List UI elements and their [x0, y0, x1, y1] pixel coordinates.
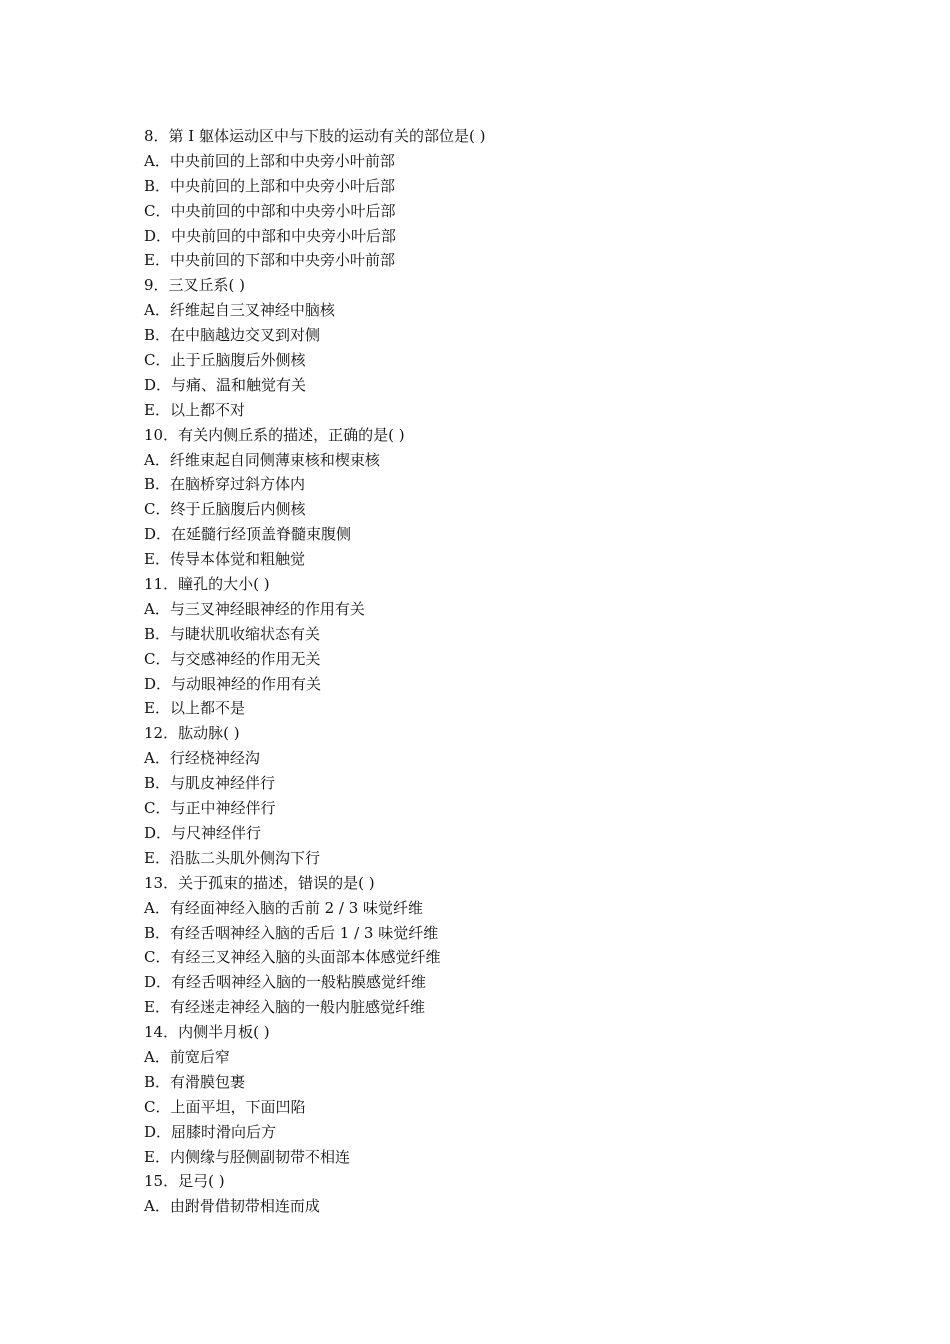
document-page [144, 124, 844, 1219]
option-e: E．以上都不是 [144, 699, 245, 718]
option-b: B．与睫状肌收缩状态有关 [144, 624, 321, 643]
question-9 [144, 273, 844, 422]
option-d: D．与动眼神经的作用有关 [144, 674, 322, 693]
question-stem: 15．足弓( ) [144, 1172, 225, 1191]
option-c: C．与交感神经的作用无关 [144, 649, 321, 668]
option-b: B．有滑膜包裹 [144, 1072, 246, 1091]
question-stem: 14．内侧半月板( ) [144, 1023, 270, 1042]
question-stem: 13．关于孤束的描述，错误的是( ) [144, 873, 375, 892]
option-a: A．前宽后窄 [144, 1047, 230, 1066]
option-d: D．有经舌咽神经入脑的一般粘膜感觉纤维 [144, 973, 427, 992]
question-11 [144, 572, 844, 721]
option-d: D．与痛、温和触觉有关 [144, 375, 307, 394]
option-a: A．纤维起自三叉神经中脑核 [144, 301, 335, 320]
option-a: A．中央前回的上部和中央旁小叶前部 [144, 151, 395, 170]
question-15 [144, 1169, 844, 1219]
question-stem: 10．有关内侧丘系的描述，正确的是( ) [144, 425, 405, 444]
option-d: D．与尺神经伴行 [144, 823, 262, 842]
option-e: E．有经迷走神经入脑的一般内脏感觉纤维 [144, 998, 425, 1017]
option-a: A．行经桡神经沟 [144, 749, 260, 768]
question-stem: 12．肱动脉( ) [144, 724, 240, 743]
option-b: B．与肌皮神经伴行 [144, 774, 276, 793]
option-b: B．在中脑越边交叉到对侧 [144, 326, 321, 345]
option-b: B．在脑桥穿过斜方体内 [144, 475, 306, 494]
option-d: D．中央前回的中部和中央旁小叶后部 [144, 226, 397, 245]
question-12 [144, 721, 844, 870]
option-d: D．在延髓行经顶盖脊髓束腹侧 [144, 525, 352, 544]
question-stem: 11．瞳孔的大小( ) [144, 575, 270, 594]
option-e: E．以上都不对 [144, 400, 245, 419]
option-a: A．纤维束起自同侧薄束核和楔束核 [144, 450, 380, 469]
option-c: C．与正中神经伴行 [144, 799, 276, 818]
question-8 [144, 124, 844, 273]
option-e: E．内侧缘与胫侧副韧带不相连 [144, 1147, 350, 1166]
question-10 [144, 423, 844, 572]
question-14 [144, 1020, 844, 1169]
option-a: A．与三叉神经眼神经的作用有关 [144, 599, 365, 618]
option-c: C．终于丘脑腹后内侧核 [144, 500, 306, 519]
option-c: C．中央前回的中部和中央旁小叶后部 [144, 201, 396, 220]
option-e: E．沿肱二头肌外侧沟下行 [144, 848, 320, 867]
question-13 [144, 871, 844, 1020]
option-a: A．由跗骨借韧带相连而成 [144, 1197, 320, 1216]
option-e: E．传导本体觉和粗触觉 [144, 550, 305, 569]
option-b: B．中央前回的上部和中央旁小叶后部 [144, 176, 396, 195]
question-stem: 8．第 I 躯体运动区中与下肢的运动有关的部位是( ) [144, 127, 486, 145]
option-c: C．止于丘脑腹后外侧核 [144, 351, 306, 370]
option-c: C．有经三叉神经入脑的头面部本体感觉纤维 [144, 948, 441, 967]
option-a: A．有经面神经入脑的舌前 2 / 3 味觉纤维 [144, 898, 424, 917]
option-c: C．上面平坦，下面凹陷 [144, 1097, 306, 1116]
option-e: E．中央前回的下部和中央旁小叶前部 [144, 251, 395, 270]
question-stem: 9．三叉丘系( ) [144, 276, 246, 295]
option-b: B．有经舌咽神经入脑的舌后 1 / 3 味觉纤维 [144, 923, 439, 942]
option-d: D．屈膝时滑向后方 [144, 1122, 277, 1141]
